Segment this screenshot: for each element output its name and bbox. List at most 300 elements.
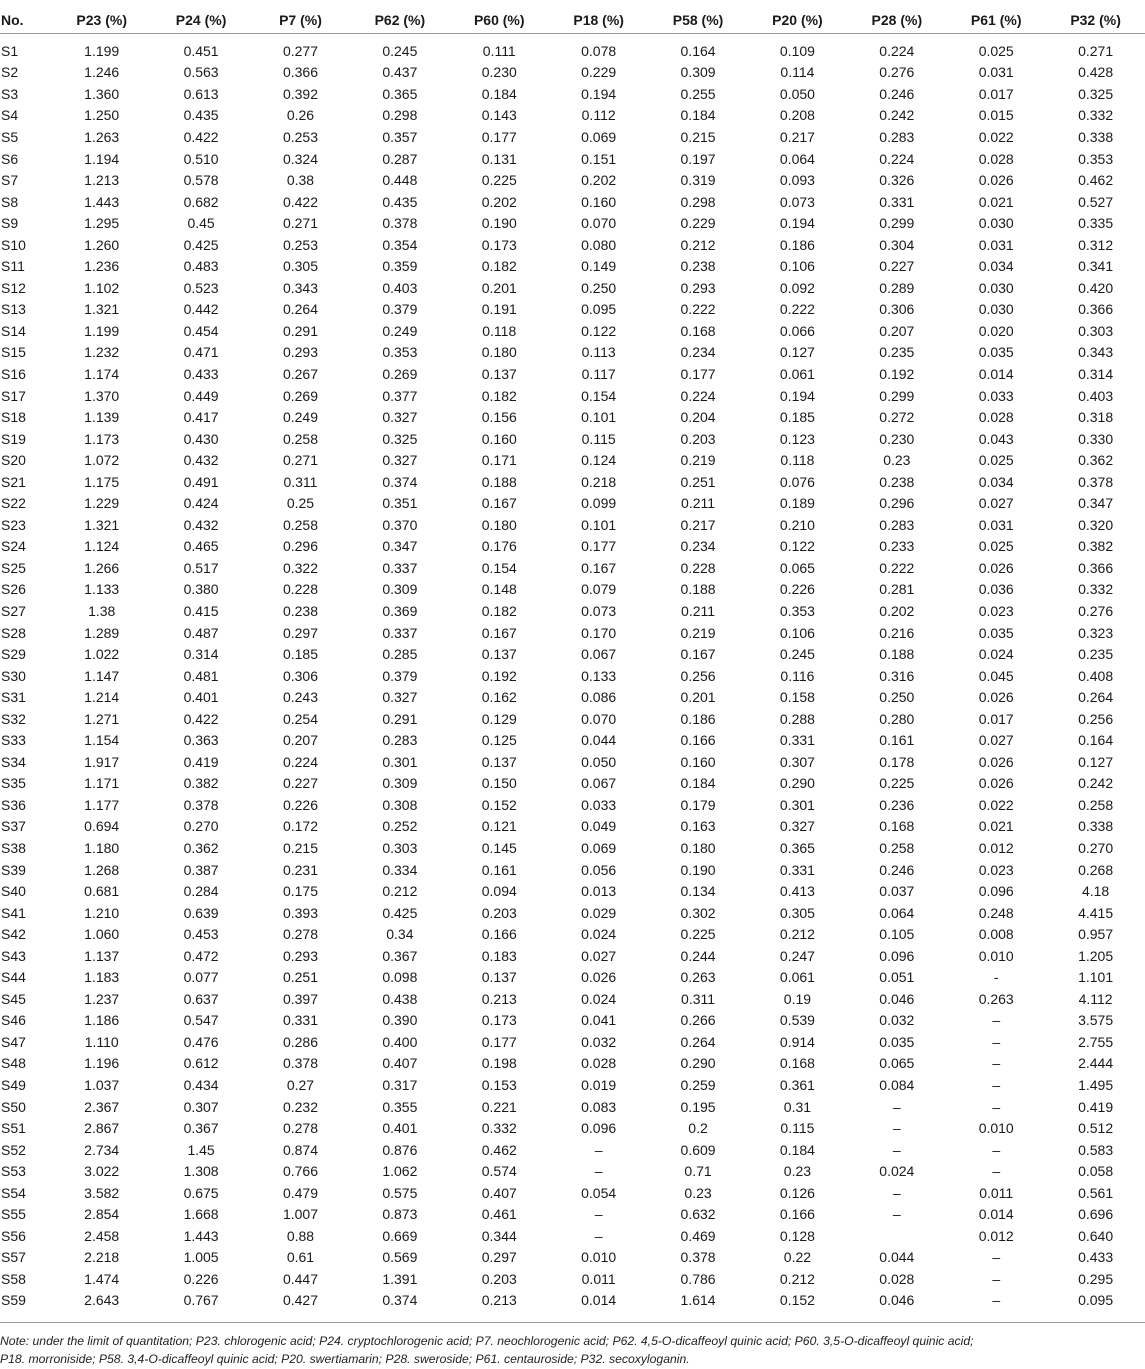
- value-cell: 0.289: [879, 279, 915, 296]
- sample-id-cell: S40: [1, 883, 26, 900]
- value-cell: 0.264: [282, 301, 318, 318]
- value-cell: 0.325: [382, 430, 418, 447]
- table-row: [0, 299, 1145, 321]
- value-cell: 0.083: [581, 1098, 617, 1115]
- value-cell: 0.024: [879, 1163, 915, 1180]
- value-cell: 0.403: [382, 279, 418, 296]
- table-row: [0, 686, 1145, 708]
- value-cell: 1.062: [382, 1163, 418, 1180]
- value-cell: 0.109: [779, 42, 815, 59]
- value-cell: 0.442: [183, 301, 219, 318]
- value-cell: 0.045: [978, 667, 1014, 684]
- value-cell: 0.266: [680, 1012, 716, 1029]
- value-cell: 2.734: [84, 1141, 120, 1158]
- value-cell: 0.245: [382, 42, 418, 59]
- value-cell: 0.098: [382, 969, 418, 986]
- sample-id-cell: S24: [1, 538, 26, 555]
- table-row: [0, 34, 1145, 62]
- value-cell: 0.190: [481, 215, 517, 232]
- value-cell: 0.343: [1078, 344, 1114, 361]
- value-cell: 1.260: [84, 236, 120, 253]
- value-cell: 0.182: [481, 602, 517, 619]
- value-cell: 0.033: [978, 387, 1014, 404]
- value-cell: 0.420: [1078, 279, 1114, 296]
- header-cell: P7 (%): [279, 12, 322, 28]
- value-cell: 0.251: [282, 969, 318, 986]
- value-cell: 0.2: [688, 1120, 708, 1137]
- value-cell: 0.044: [581, 732, 617, 749]
- value-cell: 1.199: [84, 322, 120, 339]
- value-cell: 0.161: [879, 732, 915, 749]
- value-cell: 0.393: [282, 904, 318, 921]
- sample-id-cell: S37: [1, 818, 26, 835]
- value-cell: 0.201: [680, 689, 716, 706]
- value-cell: 0.258: [282, 516, 318, 533]
- value-cell: 0.180: [680, 840, 716, 856]
- value-cell: 0.096: [581, 1120, 617, 1137]
- value-cell: 1.321: [84, 516, 120, 533]
- table-row: [0, 859, 1145, 881]
- sample-id-cell: S13: [1, 301, 26, 318]
- value-cell: 0.194: [779, 215, 815, 232]
- value-cell: 0.331: [282, 1012, 318, 1029]
- sample-id-cell: S32: [1, 710, 26, 727]
- table-row: [0, 902, 1145, 924]
- value-cell: 0.221: [481, 1098, 517, 1115]
- value-cell: 0.026: [978, 689, 1014, 706]
- value-cell: 0.362: [1078, 452, 1114, 469]
- value-cell: 0.014: [978, 1206, 1014, 1223]
- sample-id-cell: S12: [1, 279, 26, 296]
- value-cell: 0.056: [581, 861, 617, 878]
- value-cell: 1.194: [84, 150, 120, 167]
- value-cell: 0.575: [382, 1184, 418, 1201]
- value-cell: 0.167: [481, 624, 517, 641]
- value-cell: 0.184: [680, 775, 716, 792]
- value-cell: 0.483: [183, 258, 219, 275]
- sample-id-cell: S36: [1, 796, 26, 813]
- value-cell: 0.184: [680, 107, 716, 124]
- value-cell: 0.215: [282, 840, 318, 856]
- value-cell: 0.111: [482, 42, 516, 59]
- value-cell: 0.021: [978, 193, 1014, 210]
- value-cell: 0.539: [779, 1012, 815, 1029]
- value-cell: –: [992, 1033, 1001, 1050]
- sample-id-cell: S14: [1, 322, 26, 339]
- value-cell: [847, 1225, 946, 1247]
- value-cell: 0.337: [382, 559, 418, 576]
- value-cell: 0.101: [581, 409, 617, 426]
- value-cell: 0.267: [282, 365, 318, 382]
- value-cell: 0.271: [282, 215, 318, 232]
- sample-id-cell: S6: [1, 150, 19, 167]
- value-cell: 0.271: [1078, 42, 1114, 59]
- table-row: [0, 514, 1145, 536]
- value-cell: 0.069: [581, 840, 617, 856]
- value-cell: 0.234: [680, 344, 716, 361]
- value-cell: 0.293: [680, 279, 716, 296]
- table-footnote: [0, 1332, 1145, 1368]
- value-cell: 0.161: [481, 861, 517, 878]
- value-cell: 0.428: [1078, 64, 1114, 81]
- value-cell: 0.354: [382, 236, 418, 253]
- value-cell: 0.341: [1078, 258, 1114, 275]
- value-cell: 1.295: [84, 215, 120, 232]
- table-row: [0, 880, 1145, 902]
- value-cell: 0.302: [680, 904, 716, 921]
- value-cell: 0.264: [1078, 689, 1114, 706]
- sample-id-cell: S35: [1, 775, 26, 792]
- value-cell: 0.382: [183, 775, 219, 792]
- value-cell: 0.378: [282, 1055, 318, 1072]
- value-cell: 0.024: [978, 646, 1014, 663]
- value-cell: 1.005: [183, 1249, 219, 1266]
- value-cell: 0.314: [183, 646, 219, 663]
- value-cell: 0.211: [681, 495, 716, 512]
- value-cell: 0.032: [581, 1033, 617, 1050]
- table-row: [0, 385, 1145, 407]
- value-cell: 0.017: [978, 85, 1014, 102]
- value-cell: 0.027: [978, 732, 1014, 749]
- table-row: [0, 148, 1145, 170]
- value-cell: 0.303: [382, 840, 418, 856]
- sample-id-cell: S11: [1, 258, 25, 275]
- value-cell: 0.296: [879, 495, 915, 512]
- value-cell: 0.304: [879, 236, 915, 253]
- value-cell: 0.88: [286, 1227, 315, 1244]
- value-cell: 0.073: [779, 193, 815, 210]
- sample-id-cell: S29: [1, 646, 26, 663]
- value-cell: 0.31: [783, 1098, 812, 1115]
- sample-id-cell: S25: [1, 559, 26, 576]
- value-cell: 0.153: [481, 1077, 517, 1094]
- value-cell: 0.377: [382, 387, 418, 404]
- value-cell: 0.379: [382, 301, 418, 318]
- table-row: [0, 1117, 1145, 1139]
- value-cell: 1.271: [84, 710, 120, 727]
- value-cell: 0.767: [183, 1292, 219, 1309]
- value-cell: 0.028: [978, 409, 1014, 426]
- value-cell: 1.668: [183, 1206, 219, 1223]
- table-row: [0, 794, 1145, 816]
- sample-id-cell: S27: [1, 602, 26, 619]
- value-cell: 0.299: [879, 215, 915, 232]
- value-cell: 0.118: [780, 452, 815, 469]
- value-cell: 0.070: [581, 710, 617, 727]
- value-cell: 0.270: [1078, 840, 1114, 856]
- value-cell: 0.192: [481, 667, 517, 684]
- value-cell: 1.210: [84, 904, 120, 921]
- value-cell: 0.312: [1078, 236, 1114, 253]
- value-cell: 0.030: [978, 279, 1014, 296]
- value-cell: 0.127: [779, 344, 815, 361]
- value-cell: 0.195: [680, 1098, 716, 1115]
- value-cell: 0.167: [680, 646, 716, 663]
- value-cell: 0.014: [581, 1292, 617, 1309]
- header-cell: P24 (%): [175, 12, 227, 28]
- value-cell: 0.245: [779, 646, 815, 663]
- value-cell: 0.046: [879, 990, 915, 1007]
- sample-id-cell: S17: [1, 387, 26, 404]
- table-row: [0, 169, 1145, 191]
- value-cell: 0.547: [183, 1012, 219, 1029]
- value-cell: 0.212: [680, 236, 716, 253]
- value-cell: 0.041: [581, 1012, 617, 1029]
- value-cell: 0.361: [779, 1077, 815, 1094]
- value-cell: 1.266: [84, 559, 120, 576]
- value-cell: 0.096: [879, 947, 915, 964]
- value-cell: 0.293: [282, 947, 318, 964]
- value-cell: 0.422: [183, 128, 219, 145]
- value-cell: 0.185: [779, 409, 815, 426]
- value-cell: 0.229: [581, 64, 617, 81]
- value-cell: 2.367: [84, 1098, 120, 1115]
- value-cell: 0.331: [879, 193, 915, 210]
- value-cell: 0.400: [382, 1033, 418, 1050]
- value-cell: 0.387: [183, 861, 219, 878]
- value-cell: 0.217: [680, 516, 716, 533]
- sample-id-cell: S7: [1, 172, 19, 189]
- value-cell: 0.129: [481, 710, 517, 727]
- value-cell: 3.575: [1078, 1012, 1114, 1029]
- sample-id-cell: S53: [1, 1163, 26, 1180]
- value-cell: 0.137: [481, 969, 517, 986]
- value-cell: 0.212: [779, 1270, 815, 1287]
- sample-id-cell: S41: [1, 904, 26, 921]
- value-cell: 0.031: [978, 64, 1014, 81]
- value-cell: 1.072: [84, 452, 120, 469]
- value-cell: 0.010: [581, 1249, 617, 1266]
- value-cell: 0.020: [978, 322, 1014, 339]
- value-cell: 0.177: [680, 365, 716, 382]
- value-cell: 1.495: [1078, 1077, 1114, 1094]
- value-cell: 0.318: [1078, 409, 1114, 426]
- value-cell: 0.365: [779, 840, 815, 856]
- value-cell: 0.299: [879, 387, 915, 404]
- value-cell: 0.365: [382, 85, 418, 102]
- value-cell: 0.064: [779, 150, 815, 167]
- value-cell: 0.184: [779, 1141, 815, 1158]
- value-cell: 0.269: [282, 387, 318, 404]
- value-cell: 1.022: [84, 646, 120, 663]
- value-cell: 0.367: [382, 947, 418, 964]
- value-cell: 0.366: [282, 64, 318, 81]
- value-cell: 0.337: [382, 624, 418, 641]
- value-cell: 0.178: [879, 753, 915, 770]
- value-cell: 0.353: [382, 344, 418, 361]
- value-cell: 0.242: [1078, 775, 1114, 792]
- value-cell: 0.188: [879, 646, 915, 663]
- value-cell: 1.175: [84, 473, 120, 490]
- value-cell: 0.283: [879, 516, 915, 533]
- value-cell: 0.379: [382, 667, 418, 684]
- value-cell: 0.158: [779, 689, 815, 706]
- value-cell: 0.058: [1078, 1163, 1114, 1180]
- value-cell: –: [992, 1141, 1001, 1158]
- value-cell: 0.331: [779, 732, 815, 749]
- value-cell: –: [992, 1098, 1001, 1115]
- value-cell: 0.23: [883, 452, 911, 469]
- sample-id-cell: S33: [1, 732, 26, 749]
- sample-id-cell: S28: [1, 624, 26, 641]
- value-cell: 0.284: [183, 883, 219, 900]
- value-cell: 0.211: [681, 602, 716, 619]
- value-cell: 0.27: [286, 1077, 315, 1094]
- value-cell: 0.370: [382, 516, 418, 533]
- sample-id-cell: S49: [1, 1077, 26, 1094]
- value-cell: 0.320: [1078, 516, 1114, 533]
- value-cell: 1.139: [84, 409, 120, 426]
- value-cell: 0.258: [879, 840, 915, 856]
- table-row: [0, 708, 1145, 730]
- value-cell: 0.162: [481, 689, 517, 706]
- value-cell: 0.277: [282, 42, 318, 59]
- value-cell: –: [594, 1163, 603, 1180]
- value-cell: 0.014: [978, 365, 1014, 382]
- value-cell: 1.124: [84, 538, 120, 555]
- value-cell: 0.433: [1078, 1249, 1114, 1266]
- value-cell: 0.156: [481, 409, 517, 426]
- value-cell: 2.867: [84, 1120, 120, 1137]
- value-cell: 0.050: [581, 753, 617, 770]
- value-cell: 0.344: [481, 1227, 517, 1244]
- value-cell: 0.210: [779, 516, 815, 533]
- value-cell: 0.295: [1078, 1270, 1114, 1287]
- value-cell: 0.160: [680, 753, 716, 770]
- value-cell: 0.160: [581, 193, 617, 210]
- value-cell: 0.61: [286, 1249, 315, 1266]
- value-cell: 0.105: [879, 926, 915, 943]
- value-cell: 0.163: [680, 818, 716, 835]
- value-cell: 0.115: [780, 1120, 815, 1137]
- value-cell: 0.286: [282, 1033, 318, 1050]
- table-row: [0, 730, 1145, 752]
- value-cell: 0.027: [581, 947, 617, 964]
- value-cell: 1.236: [84, 258, 120, 275]
- sample-id-cell: S23: [1, 516, 26, 533]
- table-row: [0, 62, 1145, 84]
- value-cell: 0.233: [879, 538, 915, 555]
- value-cell: 0.026: [978, 775, 1014, 792]
- value-cell: 0.517: [183, 559, 219, 576]
- value-cell: 0.154: [581, 387, 617, 404]
- value-cell: 0.031: [978, 236, 1014, 253]
- sample-id-cell: S46: [1, 1012, 26, 1029]
- value-cell: 0.327: [382, 452, 418, 469]
- value-cell: 0.226: [282, 796, 318, 813]
- value-cell: 0.675: [183, 1184, 219, 1201]
- value-cell: 0.128: [779, 1227, 815, 1244]
- value-cell: 0.317: [382, 1077, 418, 1094]
- value-cell: 0.449: [183, 387, 219, 404]
- value-cell: 0.212: [382, 883, 418, 900]
- value-cell: 0.378: [183, 796, 219, 813]
- value-cell: 0.035: [978, 344, 1014, 361]
- value-cell: 0.419: [1078, 1098, 1114, 1115]
- value-cell: 0.028: [581, 1055, 617, 1072]
- value-cell: 0.311: [283, 473, 318, 490]
- value-cell: 0.278: [282, 1120, 318, 1137]
- value-cell: 0.219: [680, 452, 716, 469]
- value-cell: 0.308: [382, 796, 418, 813]
- value-cell: 0.164: [680, 42, 716, 59]
- value-cell: 0.170: [581, 624, 617, 641]
- value-cell: 0.285: [382, 646, 418, 663]
- value-cell: 0.378: [680, 1249, 716, 1266]
- value-cell: 0.332: [1078, 107, 1114, 124]
- value-cell: 0.198: [481, 1055, 517, 1072]
- value-cell: 0.45: [187, 215, 215, 232]
- table-row: [0, 471, 1145, 493]
- value-cell: 0.330: [1078, 430, 1114, 447]
- footnote-line-2: P18. morroniside; P58. 3,4-O-dicaffeoyl quinic acid; P20. swertiamarin; P28. sweroside; P61. centauroside; P32. secoxyloganin.: [0, 1352, 690, 1366]
- value-cell: 0.512: [1078, 1120, 1114, 1137]
- value-cell: 0.278: [282, 926, 318, 943]
- value-cell: 0.116: [780, 667, 815, 684]
- value-cell: 0.283: [382, 732, 418, 749]
- value-cell: 0.067: [581, 646, 617, 663]
- value-cell: 0.465: [183, 538, 219, 555]
- value-cell: 0.207: [282, 732, 318, 749]
- value-cell: 0.106: [779, 258, 815, 275]
- value-cell: 0.287: [382, 150, 418, 167]
- value-cell: 0.152: [481, 796, 517, 813]
- value-cell: 0.347: [1078, 495, 1114, 512]
- value-cell: 0.152: [779, 1292, 815, 1309]
- value-cell: 0.487: [183, 624, 219, 641]
- sample-id-cell: S57: [1, 1249, 26, 1266]
- value-cell: 0.876: [382, 1141, 418, 1158]
- value-cell: 0.326: [879, 172, 915, 189]
- value-cell: 1.360: [84, 85, 120, 102]
- value-cell: 0.276: [879, 64, 915, 81]
- value-cell: 2.854: [84, 1206, 120, 1223]
- value-cell: 0.38: [286, 172, 315, 189]
- value-cell: 0.134: [680, 883, 716, 900]
- table-bottom-rule: [0, 1322, 1145, 1323]
- value-cell: 0.378: [382, 215, 418, 232]
- value-cell: 0.491: [183, 473, 219, 490]
- value-cell: 0.086: [581, 689, 617, 706]
- value-cell: 0.694: [84, 818, 120, 835]
- value-cell: 0.479: [282, 1184, 318, 1201]
- value-cell: 2.755: [1078, 1033, 1114, 1050]
- value-cell: 0.023: [978, 861, 1014, 878]
- value-cell: 0.021: [978, 818, 1014, 835]
- value-cell: 0.231: [282, 861, 318, 878]
- table-row: [0, 449, 1145, 471]
- header-cell: P23 (%): [76, 12, 127, 28]
- value-cell: 0.269: [382, 365, 418, 382]
- value-cell: 0.154: [481, 559, 517, 576]
- value-cell: 1.614: [680, 1292, 716, 1309]
- value-cell: 0.367: [183, 1120, 219, 1137]
- table-row: [0, 536, 1145, 558]
- value-cell: 0.213: [481, 990, 517, 1007]
- value-cell: 0.010: [978, 947, 1014, 964]
- value-cell: 1.308: [183, 1163, 219, 1180]
- value-cell: 0.226: [779, 581, 815, 598]
- value-cell: 0.462: [1078, 172, 1114, 189]
- header-cell: P28 (%): [871, 12, 923, 28]
- value-cell: 0.226: [183, 1270, 219, 1287]
- value-cell: 0.435: [382, 193, 418, 210]
- table-row: [0, 1225, 1145, 1247]
- value-cell: 0.070: [581, 215, 617, 232]
- value-cell: 0.334: [382, 861, 418, 878]
- value-cell: 0.471: [183, 344, 219, 361]
- value-cell: 0.351: [382, 495, 418, 512]
